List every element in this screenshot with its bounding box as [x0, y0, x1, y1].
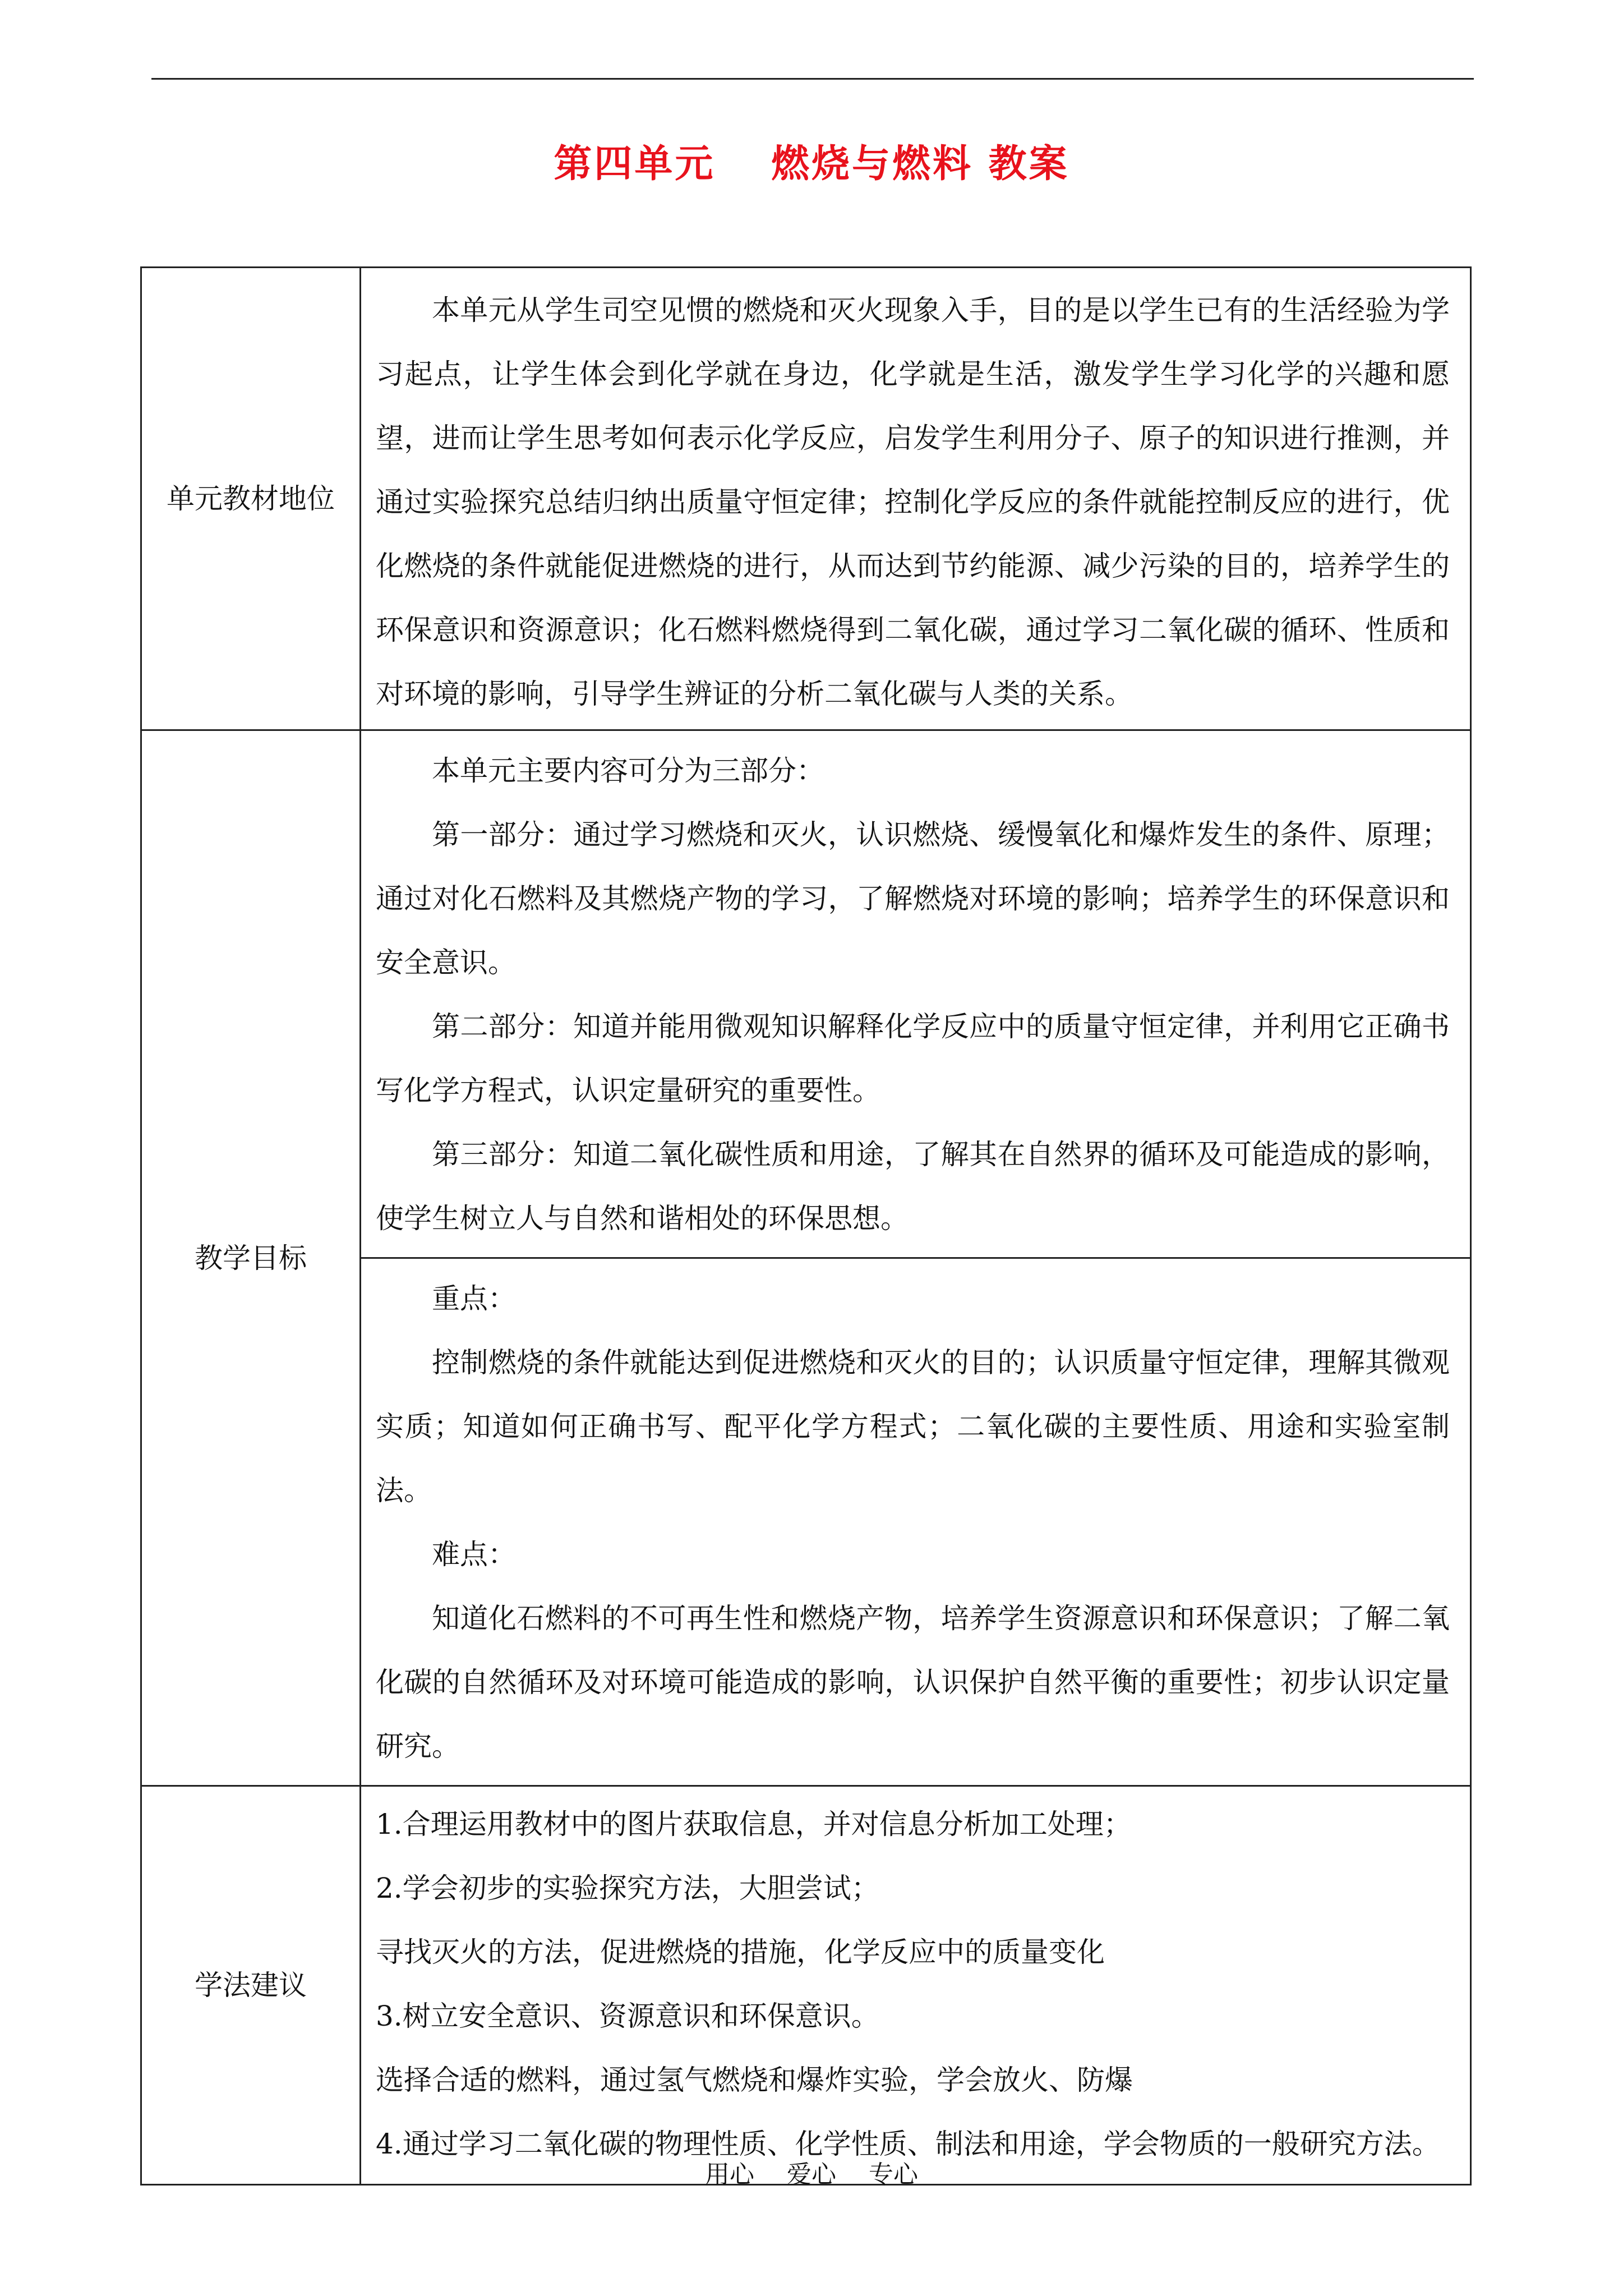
difficult-points-heading: 难点： [432, 1538, 516, 1571]
document-title: 第四单元 燃烧与燃料 教案 [554, 142, 1069, 186]
goals-intro: 本单元主要内容可分为三部分： [432, 754, 824, 787]
goals-part-3: 第三部分：知道二氧化碳性质和用途，了解其在自然界的循环及可能造成的影响，使学生树立人与自然和谐相处的环保思想。 [376, 1138, 1450, 1235]
key-points-heading: 重点： [432, 1282, 516, 1315]
unit-position-content [361, 268, 1471, 730]
row-label-unit-position: 单元教材地位 [141, 268, 361, 730]
page-footer: 用心 爱心 专心 [705, 2160, 918, 2189]
method-item: 寻找灭火的方法，促进燃烧的措施，化学反应中的质量变化 [376, 1936, 1105, 1968]
teaching-goals-content [361, 730, 1471, 1258]
method-item: 1.合理运用教材中的图片获取信息，并对信息分析加工处理； [376, 1808, 1132, 1841]
method-item: 选择合适的燃料，通过氢气燃烧和爆炸实验，学会放火、防爆 [376, 2064, 1133, 2096]
method-item: 4.通过学习二氧化碳的物理性质、化学性质、制法和用途，学会物质的一般研究方法。 [376, 2128, 1440, 2160]
goals-part-1: 第一部分：通过学习燃烧和灭火，认识燃烧、缓慢氧化和爆炸发生的条件、原理；通过对化石燃料及其燃烧产物的学习，了解燃烧对环境的影响；培养学生的环保意识和安全意识。 [376, 818, 1450, 979]
table-row-unit-position [141, 268, 1471, 730]
header-rule [151, 78, 1474, 80]
row-label-study-methods: 学法建议 [141, 1786, 361, 2185]
method-item: 2.学会初步的实验探究方法，大胆尝试； [376, 1872, 879, 1904]
table-row-teaching-goals [141, 730, 1471, 1258]
goals-part-2: 第二部分：知道并能用微观知识解释化学反应中的质量守恒定律，并利用它正确书写化学方程式，认识定量研究的重要性。 [376, 1010, 1450, 1107]
row-label-teaching-goals: 教学目标 [141, 730, 361, 1786]
difficult-points-text: 知道化石燃料的不可再生性和燃烧产物，培养学生资源意识和环保意识；了解二氧化碳的自然循环及对环境可能造成的影响，认识保护自然平衡的重要性；初步认识定量研究。 [376, 1602, 1450, 1763]
lesson-plan-table [140, 266, 1472, 2185]
table-row-study-methods [141, 1786, 1471, 2185]
key-points-text: 控制燃烧的条件就能达到促进燃烧和灭火的目的；认识质量守恒定律，理解其微观实质；知道如何正确书写、配平化学方程式；二氧化碳的主要性质、用途和实验室制法。 [376, 1346, 1450, 1507]
unit-position-text: 本单元从学生司空见惯的燃烧和灭火现象入手，目的是以学生已有的生活经验为学习起点，让学生体会到化学就在身边，化学就是生活，激发学生学习化学的兴趣和愿望，进而让学生思考如何表示化学反应，启发学生利用分子、原子的知识进行推测，并通过实验探究总结归纳出质量守恒定律；控制化学反应的条件就能控制反应的进行，优化燃烧的条件就能促进燃烧的进行，从而达到节约能源、减少污染的目的，培养学生的环保意识和资源意识；化石燃料燃烧得到二氧化碳，通过学习二氧化碳的循环、性质和对环境的影响，引导学生辨证的分析二氧化碳与人类的关系。 [376, 294, 1450, 710]
study-methods-content [361, 1786, 1471, 2185]
method-item: 3.树立安全意识、资源意识和环保意识。 [376, 2000, 879, 2032]
key-points-content [361, 1258, 1471, 1786]
